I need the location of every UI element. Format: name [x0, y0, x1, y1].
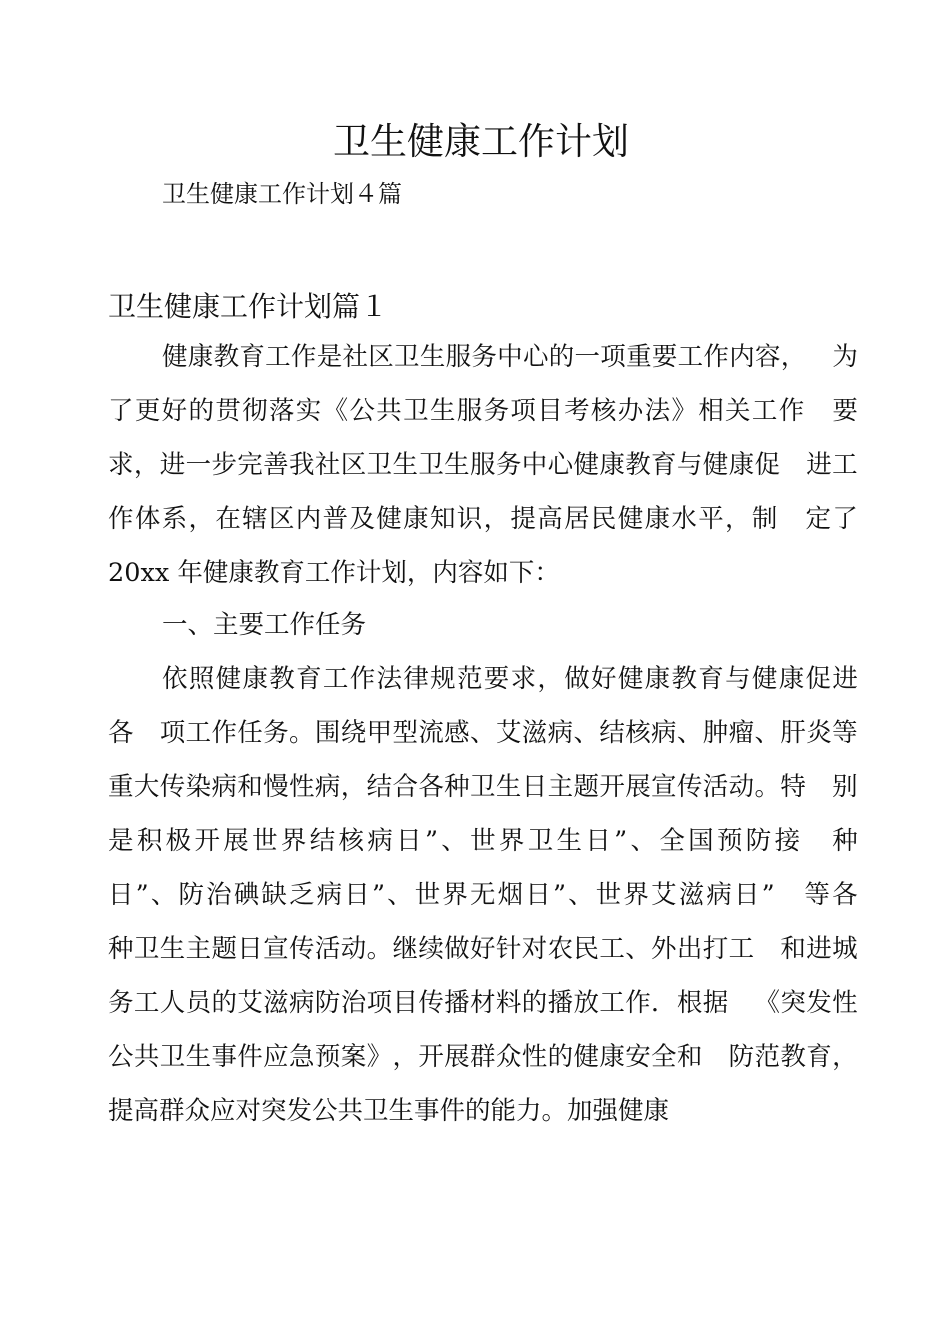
paragraph-line: 重 大 传 染 病 和 慢 性 病 ， 结 合 各 种 卫 生 日 主 题 开 展 宣 传 活 动 。 特 别: [108, 772, 858, 802]
document-subtitle: 卫生健康工作计划４篇: [162, 180, 402, 208]
paragraph-line: 了 更 好 的 贯 彻 落 实 《 公 共 卫 生 服 务 项 目 考 核 办 法 》 相 关 工 作 要: [108, 396, 858, 426]
paragraph-line: 各 项 工 作 任 务 。 围 绕 甲 型 流 感 、 艾 滋 病 、 结 核 病 、 肿 瘤 、 肝 炎 等: [108, 718, 858, 748]
paragraph-line: 20xx 年健康教育工作计划，内容如下：: [108, 558, 560, 588]
paragraph-line: 依 照 健 康 教 育 工 作 法 律 规 范 要 求 ， 做 好 健 康 教 育 与 健 康 促 进: [162, 664, 858, 694]
subsection-heading: [108, 598, 858, 652]
paragraph-line: 提高群众应对突发公共卫生事件的能力。加强健康: [108, 1096, 670, 1126]
paragraph-line: 务 工 人 员 的 艾 滋 病 防 治 项 目 传 播 材 料 的 播 放 工 作 ． 根 据 《 突 发 性: [108, 988, 858, 1018]
paragraph-line: 是 积 极 开 展 世 界 结 核 病 日 ” 、 世 界 卫 生 日 ” 、 全 国 预 防 接 种: [108, 826, 858, 856]
paragraph-intro: [108, 330, 858, 600]
paragraph-line: 种 卫 生 主 题 日 宣 传 活 动 。 继 续 做 好 针 对 农 民 工 、 外 出 打 工 和 进 城: [108, 934, 858, 964]
paragraph-line: 公 共 卫 生 事 件 应 急 预 案 》 ， 开 展 群 众 性 的 健 康 安 全 和 防 范 教 育 ，: [108, 1042, 858, 1072]
paragraph-line: 作 体 系 ， 在 辖 区 内 普 及 健 康 知 识 ， 提 高 居 民 健 康 水 平 ， 制 定 了: [108, 504, 858, 534]
paragraph-tasks: [108, 652, 858, 1138]
paragraph-line: 健 康 教 育 工 作 是 社 区 卫 生 服 务 中 心 的 一 项 重 要 工 作 内 容 ， 为: [162, 342, 858, 372]
section-heading: 卫生健康工作计划篇１: [108, 290, 389, 323]
document-title: 卫生健康工作计划: [333, 120, 629, 163]
paragraph-line: 求 ， 进 一 步 完 善 我 社 区 卫 生 卫 生 服 务 中 心 健 康 教 育 与 健 康 促 进 工: [108, 450, 858, 480]
paragraph-line: 日 ” 、 防 治 碘 缺 乏 病 日 ” 、 世 界 无 烟 日 ” 、 世 界 艾 滋 病 日 ” 等 各: [108, 880, 858, 910]
subsection-heading-text: 一、主要工作任务: [162, 610, 367, 640]
